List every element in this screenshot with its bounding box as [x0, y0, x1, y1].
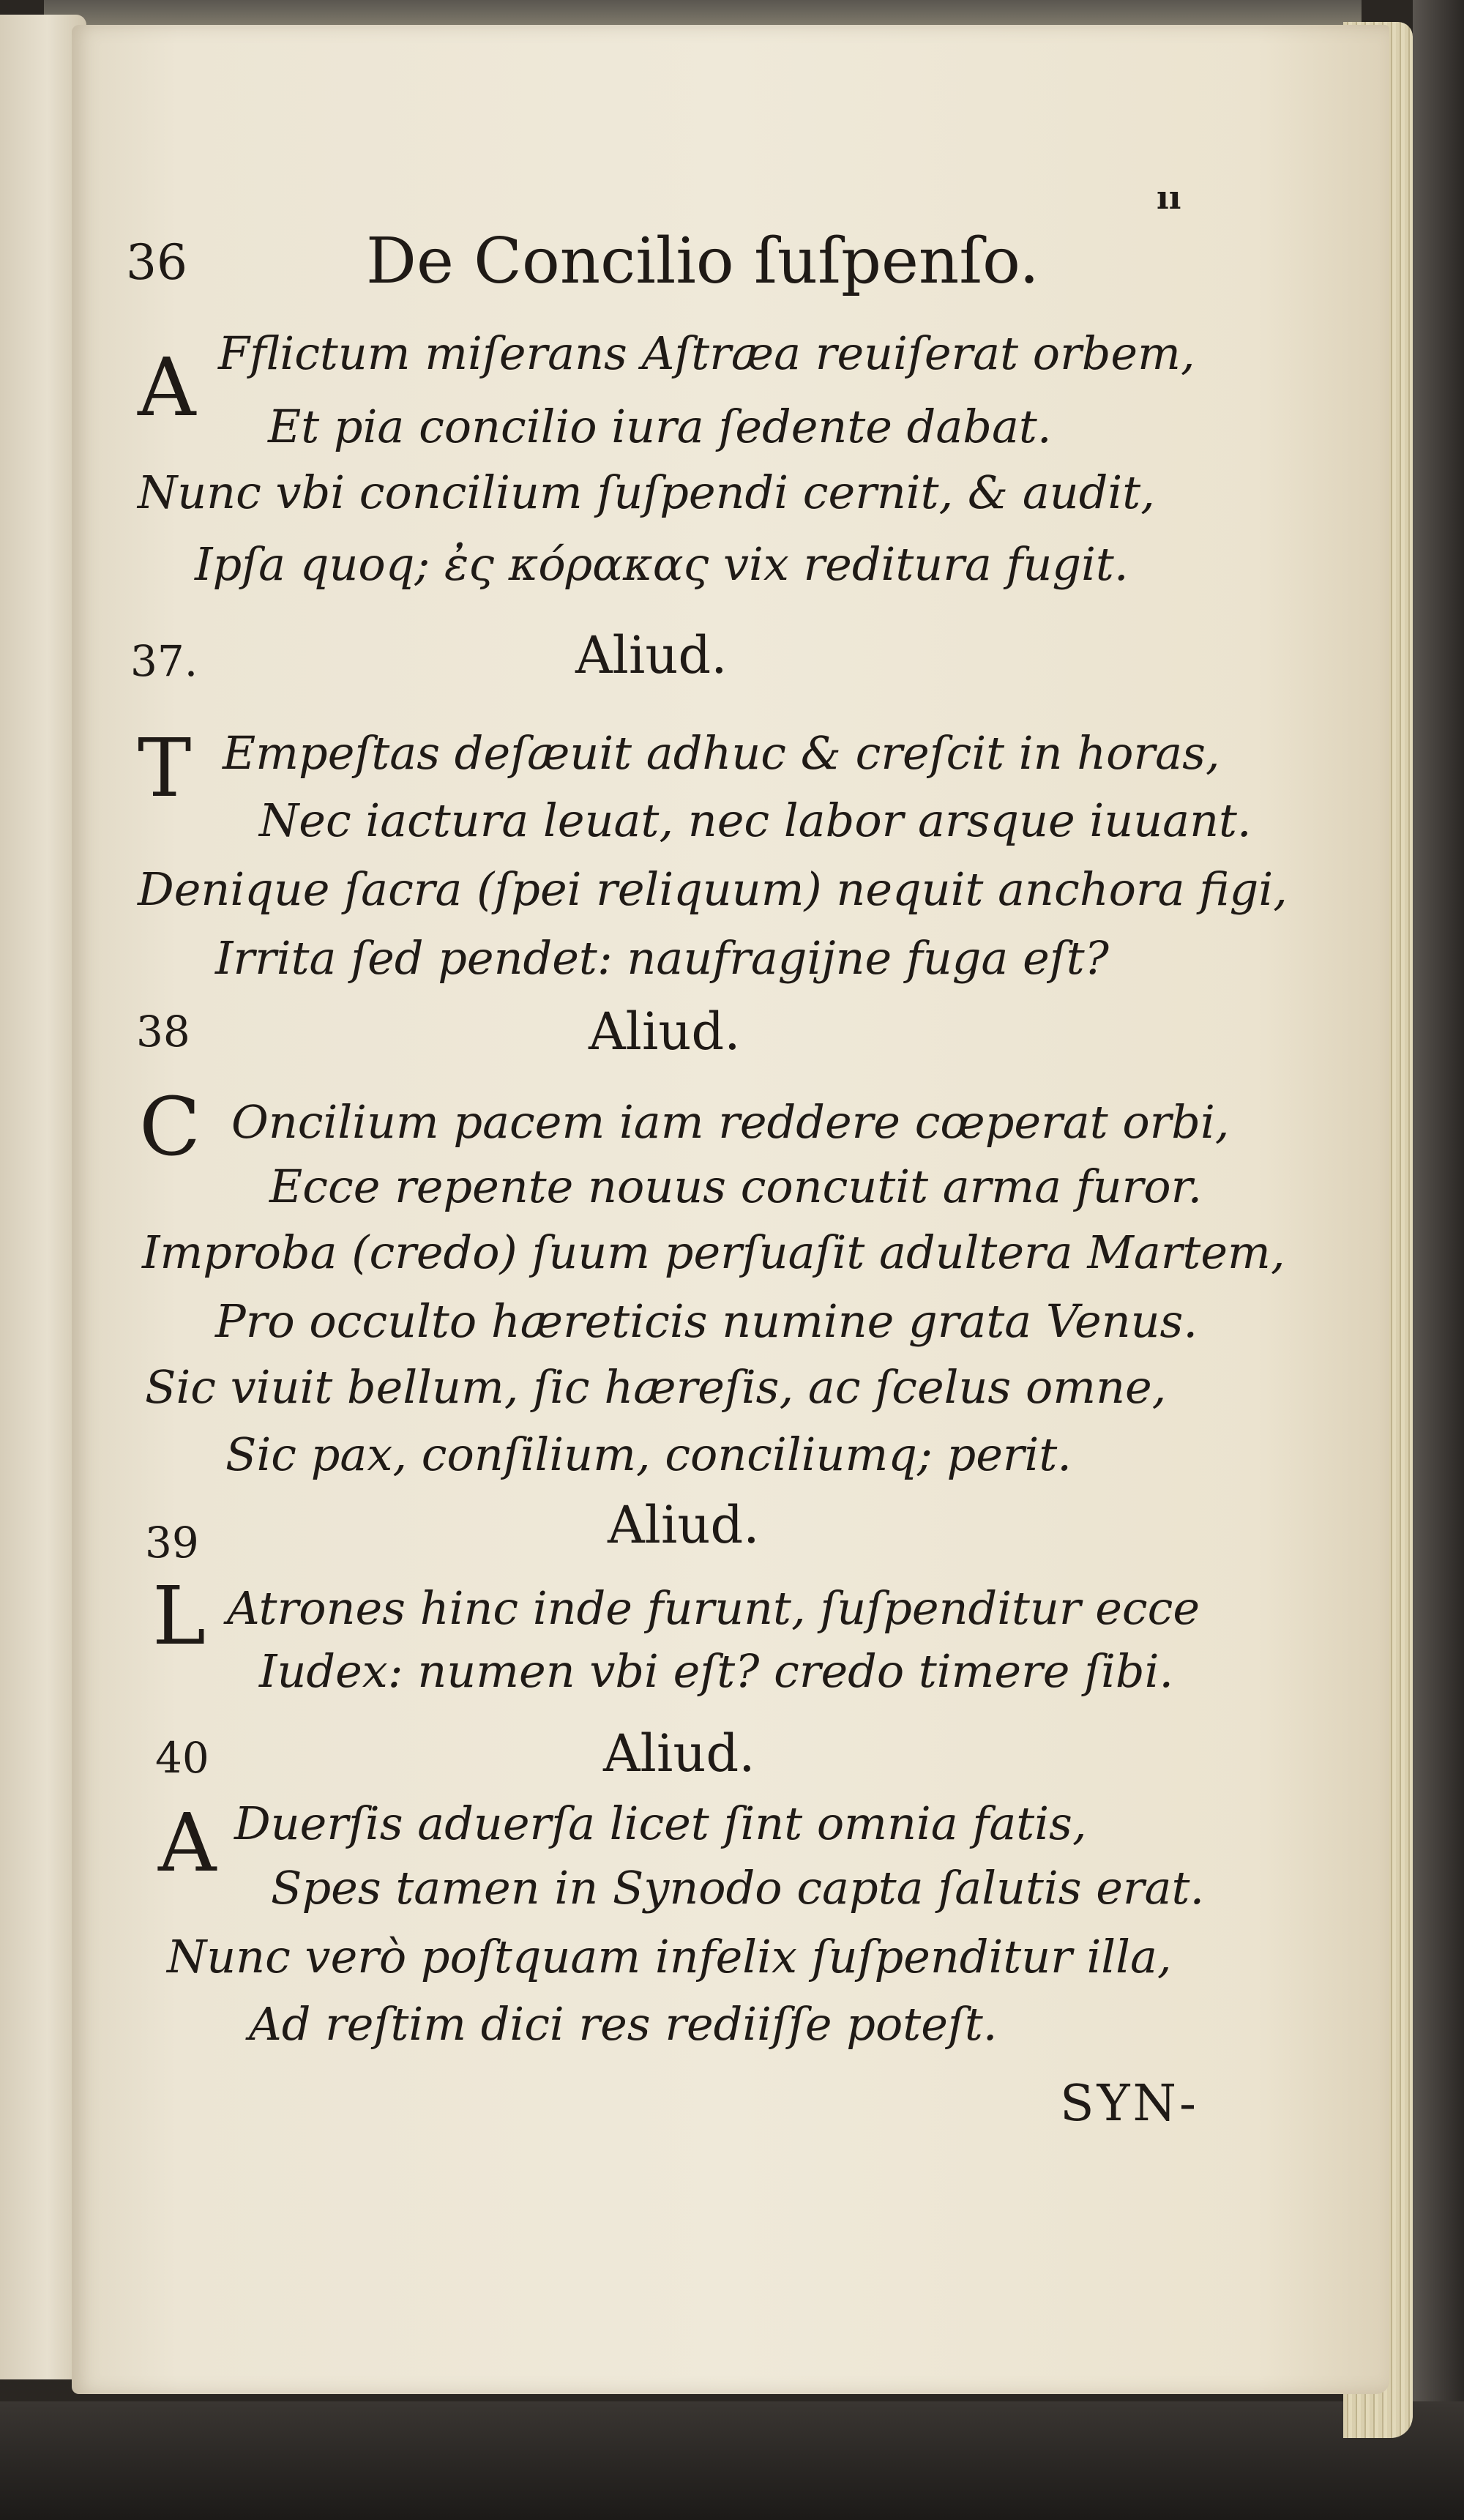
- verse-line: Ad reſtim dici res rediiſſe poteſt.: [249, 1997, 998, 2051]
- drop-initial: A: [138, 340, 196, 434]
- verse-line: Sic pax, conſilium, conciliumq; perit.: [225, 1428, 1072, 1481]
- background-bottom: [0, 2401, 1464, 2520]
- verse-line: Spes tamen in Synodo capta ſalutis erat.: [271, 1861, 1205, 1915]
- verse-line: Empeſtas deſæuit adhuc & creſcit in horas,: [223, 726, 1220, 780]
- signature-mark: ıı: [1157, 179, 1181, 217]
- poem-heading: Aliud.: [608, 1495, 760, 1555]
- running-title: De Concilio ſuſpenſo.: [366, 225, 1039, 298]
- verse-line: Ipſa quoq; ἐς κόρακας vix reditura fugit.: [195, 537, 1129, 591]
- poem-heading: Aliud.: [575, 625, 728, 685]
- verse-line: Denique ſacra (ſpei reliquum) nequit anchora figi,: [138, 862, 1288, 916]
- drop-initial: C: [139, 1080, 201, 1174]
- verse-line: Nunc verò poſtquam infelix ſuſpenditur illa,: [167, 1930, 1172, 1983]
- verse-line: Ecce repente nouus concutit arma furor.: [269, 1160, 1203, 1213]
- poem-number: 39: [145, 1518, 199, 1567]
- verse-line: Irrita ſed pendet: naufragijne fuga eſt?: [215, 931, 1109, 985]
- verse-line: Sic viuit bellum, ſic hæreſis, ac ſcelus omne,: [145, 1360, 1167, 1414]
- verse-line: Fflictum miſerans Aſtræa reuiſerat orbem,: [218, 327, 1195, 380]
- drop-initial: A: [158, 1796, 217, 1890]
- page-number: 36: [126, 234, 187, 291]
- book-page: [72, 25, 1389, 2394]
- verse-line: Atrones hinc inde furunt, ſuſpenditur ecce: [227, 1581, 1200, 1635]
- poem-number: 38: [136, 1007, 190, 1056]
- drop-initial: L: [152, 1569, 206, 1663]
- catchword: SYN-: [1060, 2075, 1199, 2133]
- drop-initial: T: [138, 721, 192, 815]
- verse-line: Improba (credo) ſuum perſuaſit adultera Martem,: [142, 1226, 1285, 1279]
- background-right: [1413, 0, 1464, 2520]
- poem-number: 40: [155, 1733, 209, 1783]
- verse-line: Et pia concilio iura ſedente dabat.: [268, 400, 1052, 453]
- poem-number: 37.: [130, 636, 198, 686]
- verse-line: Iudex: numen vbi eſt? credo timere ſibi.: [259, 1644, 1174, 1698]
- poem-heading: Aliud.: [589, 1002, 741, 1062]
- verse-line: Pro occulto hæreticis numine grata Venus.: [215, 1294, 1198, 1348]
- verse-line: Nec iactura leuat, nec labor arsque iuuant.: [259, 794, 1252, 847]
- verse-line: Duerſis aduerſa licet ſint omnia fatis,: [234, 1797, 1087, 1850]
- poem-heading: Aliud.: [603, 1723, 755, 1783]
- verse-line: Oncilium pacem iam reddere cœperat orbi,: [231, 1095, 1230, 1149]
- verse-line: Nunc vbi concilium ſuſpendi cernit, & audit,: [138, 466, 1155, 519]
